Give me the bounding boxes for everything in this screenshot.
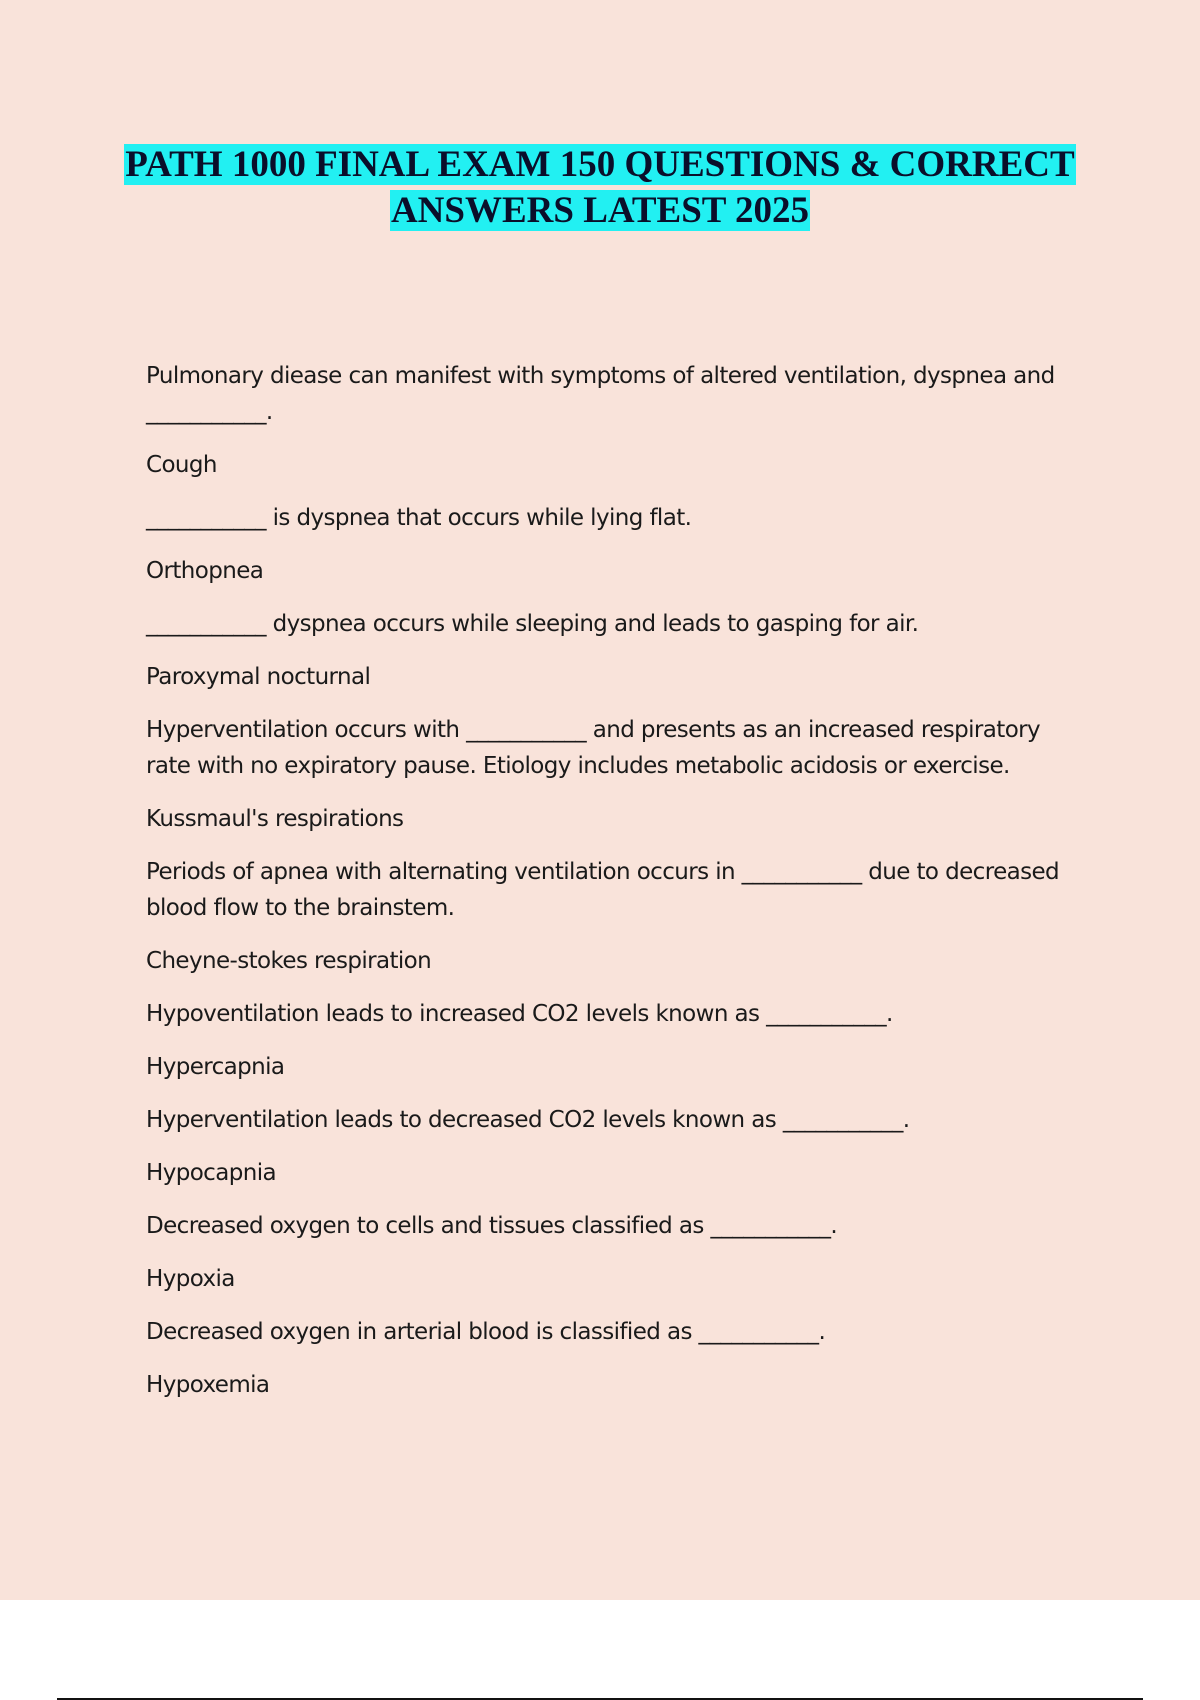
answer-6: Hypercapnia bbox=[146, 1054, 285, 1080]
qa-list bbox=[146, 358, 1091, 1420]
answer-8: Hypoxia bbox=[146, 1266, 235, 1292]
answer-9: Hypoxemia bbox=[146, 1372, 270, 1398]
answer-4: Kussmaul's respirations bbox=[146, 806, 404, 832]
answer-2: Orthopnea bbox=[146, 558, 264, 584]
question-7: Hyperventilation leads to decreased CO2 levels known as ___________. bbox=[146, 1107, 910, 1133]
question-9: Decreased oxygen in arterial blood is classified as ___________. bbox=[146, 1319, 826, 1345]
question-8: Decreased oxygen to cells and tissues classified as ___________. bbox=[146, 1213, 838, 1239]
title-line-2: ANSWERS LATEST 2025 bbox=[390, 190, 810, 231]
question-4: Hyperventilation occurs with ___________ and presents as an increased respiratory rate with no expiratory pause. Etiology includes metabolic acidosis or exercise. bbox=[146, 717, 1041, 779]
question-2: ___________ is dyspnea that occurs while lying flat. bbox=[146, 505, 692, 531]
question-3: ___________ dyspnea occurs while sleeping and leads to gasping for air. bbox=[146, 611, 919, 637]
question-1: Pulmonary diease can manifest with symptoms of altered ventilation, dyspnea and ___________. bbox=[146, 363, 1055, 425]
question-6: Hypoventilation leads to increased CO2 levels known as ___________. bbox=[146, 1001, 893, 1027]
answer-7: Hypocapnia bbox=[146, 1160, 276, 1186]
document-title bbox=[0, 142, 1200, 234]
title-line-1: PATH 1000 FINAL EXAM 150 QUESTIONS & CORRECT bbox=[125, 144, 1075, 185]
question-5: Periods of apnea with alternating ventilation occurs in ___________ due to decreased blood flow to the brainstem. bbox=[146, 859, 1060, 921]
answer-5: Cheyne-stokes respiration bbox=[146, 948, 432, 974]
answer-1: Cough bbox=[146, 452, 217, 478]
answer-3: Paroxymal nocturnal bbox=[146, 664, 371, 690]
